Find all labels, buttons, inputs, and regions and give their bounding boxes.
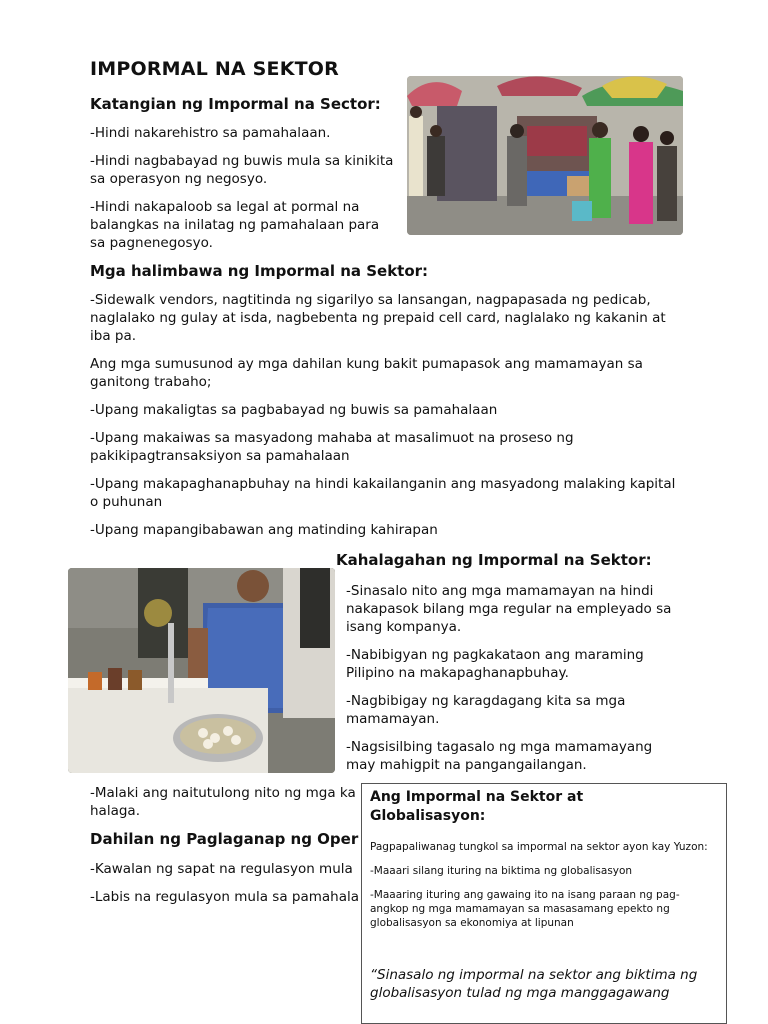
section-heading-katangian: Katangian ng Impormal na Sector: bbox=[90, 95, 381, 113]
section-heading-halimbawa: Mga halimbawa ng Impormal na Sektor: bbox=[90, 262, 429, 280]
fishball-vendor-photo bbox=[68, 568, 335, 773]
kahalagahan-list bbox=[346, 582, 676, 784]
box-title: Ang Impormal na Sektor at Globalisasyon: bbox=[370, 789, 584, 824]
box-intro: Pagpapaliwanag tungkol sa impormal na sektor ayon kay Yuzon: bbox=[370, 841, 708, 853]
box-item: -Maaari silang ituring na biktima ng globalisasyon bbox=[370, 865, 633, 877]
list-item: -Upang makapaghanapbuhay na hindi kakailanganin ang masyadong malaking kapital o puhunan bbox=[90, 476, 676, 510]
list-item: -Nabibigyan ng pagkakataon ang maraming Pilipino na makapaghanapbuhay. bbox=[346, 647, 644, 681]
box-quote: “Sinasalo ng impormal na sektor ang biktima ng globalisasyon tulad ng mga manggagawang bbox=[370, 967, 698, 1001]
list-item: -Upang mapangibabawan ang matinding kahirapan bbox=[90, 522, 438, 538]
kahalagahan-tail-line-2: halaga. bbox=[90, 803, 140, 819]
list-item: -Hindi nakarehistro sa pamahalaan. bbox=[90, 125, 331, 141]
list-item: Ang mga sumusunod ay mga dahilan kung bakit pumapasok ang mamamayan sa ganitong trabaho; bbox=[90, 356, 643, 390]
globalisasyon-box bbox=[361, 783, 727, 1024]
list-item: -Sinasalo nito ang mga mamamayan na hindi nakapasok bilang mga regular na empleyado sa isang kompanya. bbox=[346, 583, 672, 635]
list-item: -Upang makaiwas sa masyadong mahaba at masalimuot na proseso ng pakikipagtransaksiyon sa pamahalaan bbox=[90, 430, 574, 464]
list-item: -Hindi nakapaloob sa legal at pormal na balangkas na inilatag ng pamahalaan para sa pagnenegosyo. bbox=[90, 199, 380, 251]
list-item: -Nagbibigay ng karagdagang kita sa mga mamamayan. bbox=[346, 693, 626, 727]
section-heading-kahalagahan: Kahalagahan ng Impormal na Sektor: bbox=[336, 551, 652, 569]
list-item: -Nagsisilbing tagasalo ng mga mamamayang may mahigpit na pangangailangan. bbox=[346, 739, 653, 773]
page-title: IMPORMAL NA SEKTOR bbox=[90, 58, 339, 80]
list-item: -Hindi nagbabayad ng buwis mula sa kinikita sa operasyon ng negosyo. bbox=[90, 153, 394, 187]
halimbawa-list bbox=[90, 291, 680, 549]
list-item: -Sidewalk vendors, nagtitinda ng sigarilyo sa lansangan, nagpapasada ng pedicab, naglalako ng gulay at isda, nagbebenta ng prepaid cell card, naglalako ng kakanin at iba pa. bbox=[90, 292, 666, 344]
list-item: -Labis na regulasyon mula sa pamahala bbox=[90, 889, 360, 905]
section-heading-dahilan: Dahilan ng Paglaganap ng Oper bbox=[90, 830, 359, 848]
list-item: -Upang makaligtas sa pagbabayad ng buwis sa pamahalaan bbox=[90, 402, 498, 418]
kahalagahan-tail-line: -Malaki ang naitutulong nito ng mga ka bbox=[90, 785, 356, 801]
katangian-list bbox=[90, 124, 395, 262]
street-vendors-photo bbox=[407, 76, 683, 235]
box-item: -Maaaring ituring ang gawaing ito na isang paraan ng pag-angkop ng mga mamamayan sa masasamang epekto ng globalisasyon sa ekonomiya at lipunan bbox=[370, 889, 680, 929]
list-item: -Kawalan ng sapat na regulasyon mula bbox=[90, 861, 353, 877]
